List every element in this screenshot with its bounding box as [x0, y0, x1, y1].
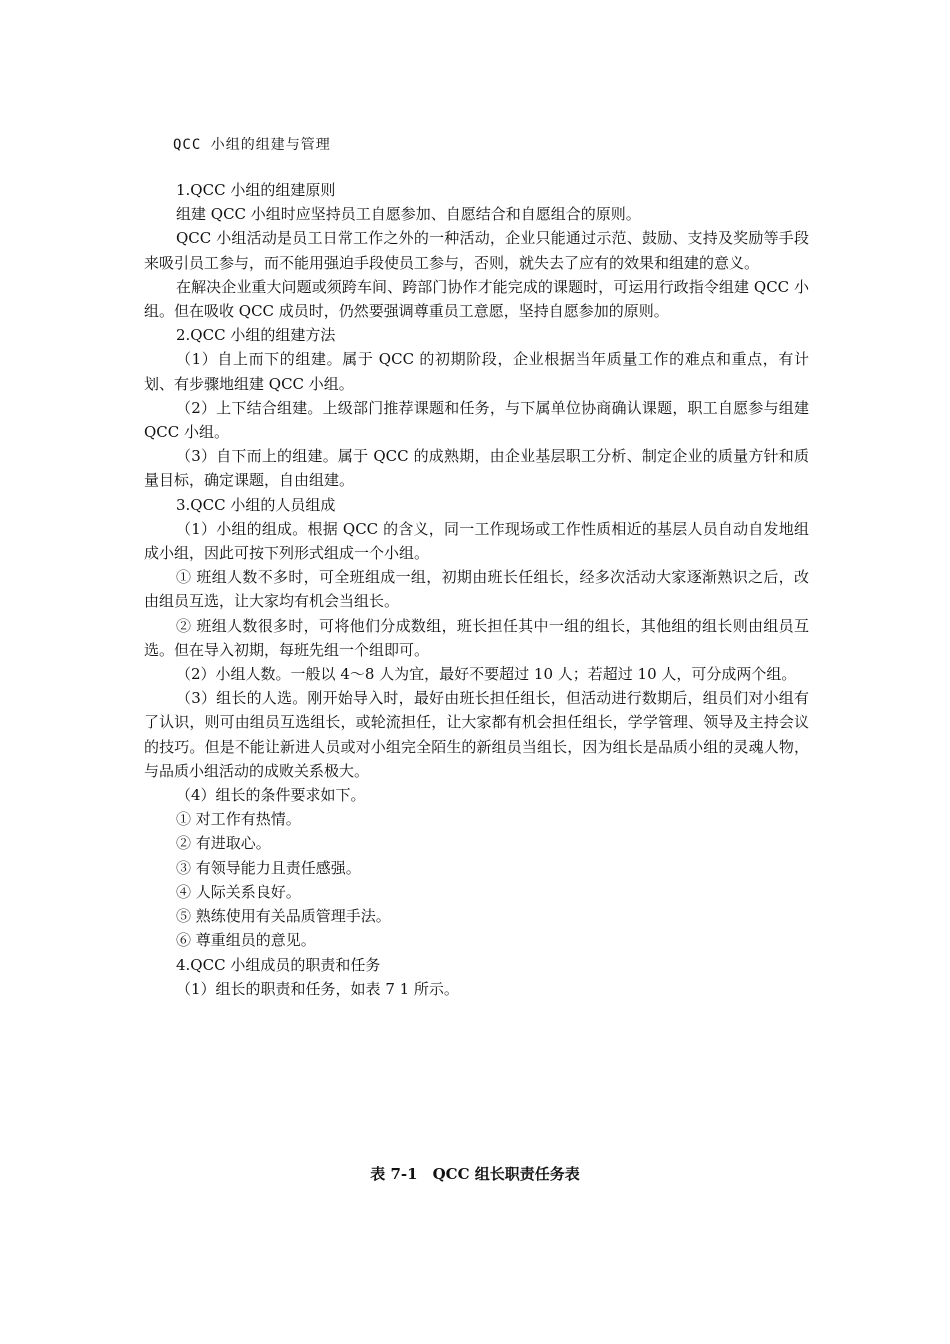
paragraph: ④ 人际关系良好。: [176, 882, 301, 901]
paragraph: ① 对工作有热情。: [176, 810, 301, 829]
paragraph: 组建 QCC 小组时应坚持员工自愿参加、自愿结合和自愿组合的原则。: [176, 205, 641, 224]
paragraph: （1）自上而下的组建。属于 QCC 的初期阶段，企业根据当年质量工作的难点和重点，有计划、有步骤地组建 QCC 小组。: [144, 350, 809, 393]
paragraph: ② 有进取心。: [176, 834, 271, 853]
paragraph: ① 班组人数不多时，可全班组成一组，初期由班长任组长，经多次活动大家逐渐熟识之后，改由组员互选，让大家均有机会当组长。: [144, 568, 809, 611]
table-caption: 表 7-1 QCC 组长职责任务表: [370, 1165, 580, 1183]
paragraph: ⑥ 尊重组员的意见。: [176, 931, 316, 950]
paragraph: 4.QCC 小组成员的职责和任务: [176, 955, 381, 974]
paragraph: （2）上下结合组建。上级部门推荐课题和任务，与下属单位协商确认课题，职工自愿参与组建 QCC 小组。: [144, 398, 809, 442]
paragraph: ⑤ 熟练使用有关品质管理手法。: [176, 907, 391, 926]
paragraph: （1）小组的组成。根据 QCC 的含义，同一工作现场或工作性质相近的基层人员自动自发地组成小组，因此可按下列形式组成一个小组。: [144, 519, 809, 563]
paragraph: 在解决企业重大问题或须跨车间、跨部门协作才能完成的课题时，可运用行政指令组建 QCC 小组。但在吸收 QCC 成员时，仍然要强调尊重员工意愿，坚持自愿参加的原则。: [144, 277, 809, 321]
paragraph: 2.QCC 小组的组建方法: [176, 326, 336, 345]
paragraph: （4）组长的条件要求如下。: [176, 786, 366, 805]
paragraph: 1.QCC 小组的组建原则: [176, 181, 336, 199]
paragraph: ② 班组人数很多时，可将他们分成数组，班长担任其中一组的组长，其他组的组长则由组员互选。但在导入初期，每班先组一个组即可。: [144, 616, 809, 659]
paragraph: （2）小组人数。一般以 4～8 人为宜，最好不要超过 10 人；若超过 10 人，可分成两个组。: [176, 665, 797, 684]
paragraph: 3.QCC 小组的人员组成: [176, 495, 336, 514]
paragraph: QCC 小组活动是员工日常工作之外的一种活动，企业只能通过示范、鼓励、支持及奖励等手段来吸引员工参与，而不能用强迫手段使员工参与，否则，就失去了应有的效果和组建的意义。: [144, 229, 809, 272]
paragraph: （3）组长的人选。刚开始导入时，最好由班长担任组长，但活动进行数期后，组员们对小组有了认识，则可由组员互选组长，或轮流担任，让大家都有机会担任组长，学学管理、领导及主持会议的技巧。但是不能让新进人员或对小组完全陌生的新组员当组长，因为组长是品质小组的灵魂人物，与品质小组活动的成败关系极大。: [144, 689, 809, 780]
body-text: [144, 178, 809, 1001]
section-heading: QCC 小组的组建与管理: [173, 137, 331, 153]
paragraph: ③ 有领导能力且责任感强。: [176, 858, 361, 877]
paragraph: （1）组长的职责和任务，如表 7 1 所示。: [176, 979, 459, 998]
paragraph: （3）自下而上的组建。属于 QCC 的成熟期，由企业基层职工分析、制定企业的质量方针和质量目标，确定课题，自由组建。: [144, 447, 809, 490]
